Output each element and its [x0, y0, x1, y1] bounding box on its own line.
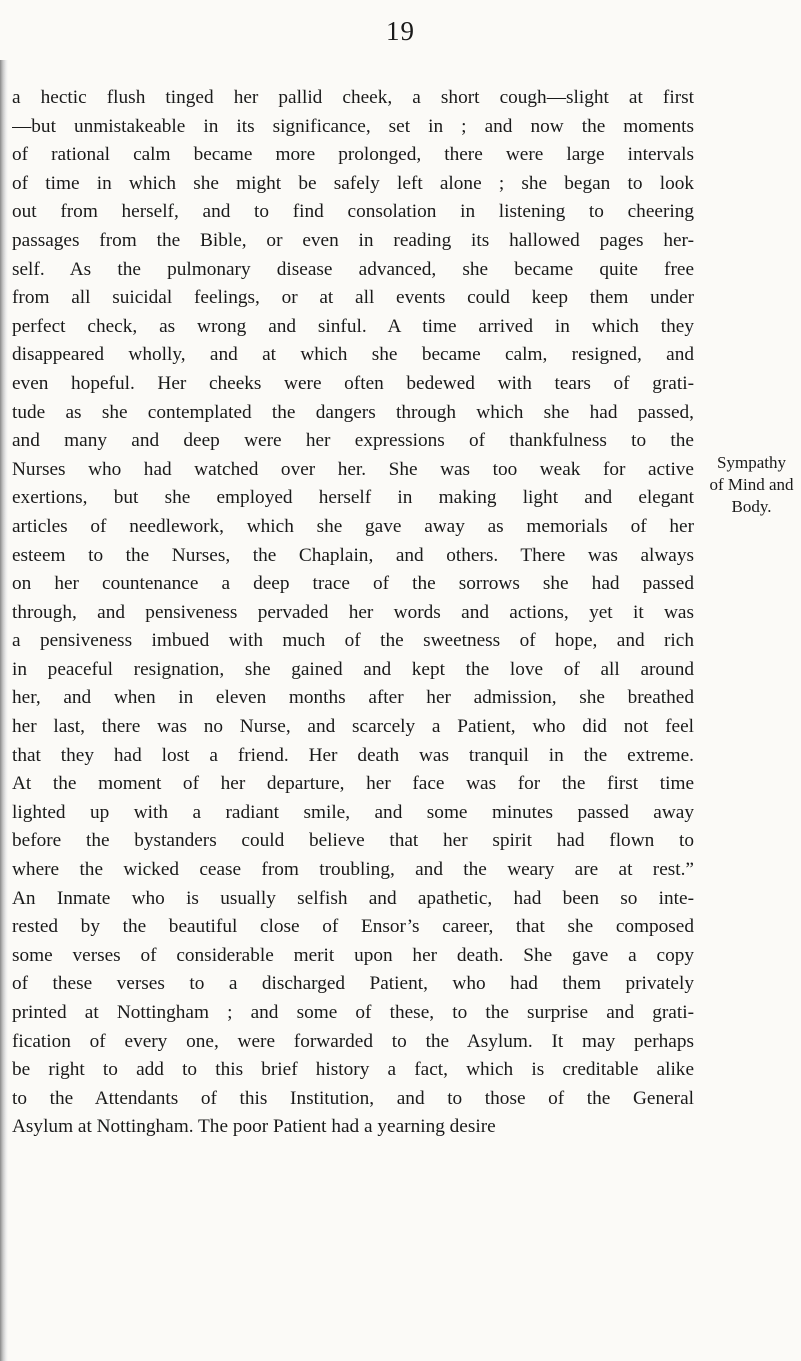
- text-line: before the bystanders could believe that her spirit had flown to: [12, 830, 694, 852]
- text-line: esteem to the Nurses, the Chaplain, and others. There was always: [12, 544, 694, 566]
- text-line: in peaceful resignation, she gained and kept the love of all around: [12, 658, 694, 680]
- text-line: Asylum at Nottingham. The poor Patient had a yearning desire: [12, 1116, 496, 1138]
- text-line: of these verses to a discharged Patient, who had them privately: [12, 973, 694, 995]
- text-line: her last, there was no Nurse, and scarcely a Patient, who did not feel: [12, 716, 694, 738]
- text-line: lighted up with a radiant smile, and some minutes passed away: [12, 801, 694, 823]
- text-line: that they had lost a friend. Her death was tranquil in the extreme.: [12, 744, 694, 766]
- text-line: through, and pensiveness pervaded her words and actions, yet it was: [12, 601, 694, 623]
- margin-note-line: Body.: [731, 497, 772, 516]
- text-line: An Inmate who is usually selfish and apathetic, had been so inte-: [12, 887, 694, 909]
- text-line: of time in which she might be safely left alone ; she began to look: [12, 172, 694, 194]
- text-line: —but unmistakeable in its significance, set in ; and now the moments: [12, 115, 694, 137]
- margin-note-line: of Mind and: [709, 475, 794, 494]
- text-line: some verses of considerable merit upon her death. She gave a copy: [12, 944, 694, 966]
- margin-note: [702, 452, 801, 518]
- text-line: disappeared wholly, and at which she became calm, resigned, and: [12, 344, 694, 366]
- text-line: of rational calm became more prolonged, there were large intervals: [12, 144, 694, 166]
- text-line: printed at Nottingham ; and some of these, to the surprise and grati-: [12, 1002, 694, 1023]
- text-line: and many and deep were her expressions of thankfulness to the: [12, 430, 694, 452]
- binding-gutter-shadow: [0, 60, 8, 1361]
- text-line: self. As the pulmonary disease advanced, she became quite free: [12, 258, 694, 280]
- text-line: articles of needlework, which she gave away as memorials of her: [12, 515, 694, 537]
- text-line: fication of every one, were forwarded to the Asylum. It may perhaps: [12, 1030, 694, 1052]
- text-line: even hopeful. Her cheeks were often bedewed with tears of grati-: [12, 372, 694, 394]
- text-line: Nurses who had watched over her. She was too weak for active: [12, 458, 694, 480]
- text-line: perfect check, as wrong and sinful. A time arrived in which they: [12, 315, 694, 337]
- text-line: to the Attendants of this Institution, and to those of the General: [12, 1087, 694, 1109]
- text-line: tude as she contemplated the dangers through which she had passed,: [12, 401, 694, 423]
- text-line: on her countenance a deep trace of the sorrows she had passed: [12, 573, 694, 595]
- text-line: passages from the Bible, or even in reading its hallowed pages her-: [12, 229, 694, 251]
- text-line: where the wicked cease from troubling, and the weary are at rest.”: [12, 859, 694, 881]
- text-line: a hectic flush tinged her pallid cheek, a short cough—slight at first: [12, 87, 694, 108]
- text-line: At the moment of her departure, her face was for the first time: [12, 773, 694, 795]
- text-line: her, and when in eleven months after her admission, she breathed: [12, 687, 694, 709]
- body-text: [12, 84, 694, 1142]
- text-line: from all suicidal feelings, or at all events could keep them under: [12, 287, 694, 309]
- text-line: be right to add to this brief history a fact, which is creditable alike: [12, 1059, 694, 1081]
- page-number: 19: [386, 16, 415, 46]
- text-line: rested by the beautiful close of Ensor’s career, that she composed: [12, 916, 694, 938]
- margin-note-line: Sympathy: [717, 453, 786, 472]
- text-line: a pensiveness imbued with much of the sweetness of hope, and rich: [12, 630, 694, 652]
- text-line: exertions, but she employed herself in making light and elegant: [12, 487, 694, 509]
- text-line: out from herself, and to find consolation in listening to cheering: [12, 201, 694, 223]
